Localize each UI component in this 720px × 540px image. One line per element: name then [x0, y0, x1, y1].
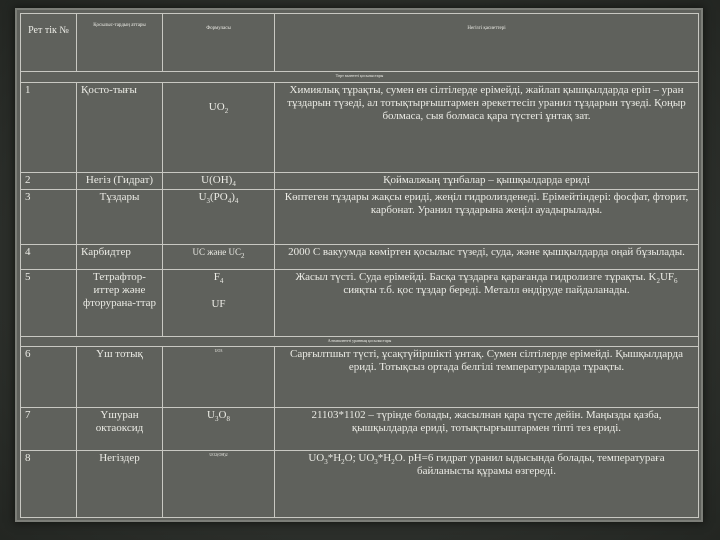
compound-properties: 21103*1102 – түрінде болады, жасылнан қара түсте дейін. Маңызды қазба, қышқылдарда ериді, тотықтырғыштармен тіпті тез ериді. [275, 408, 699, 451]
row-number: 6 [21, 347, 77, 408]
compound-properties: $UO_3*H_2O$; $UO_3*H_2O$. pH=6 гидрат уранил ыдысында болады, температураға байланысты құрамы өзгереді. [275, 451, 699, 518]
table-row [21, 408, 699, 451]
compound-properties: Қоймалжың тұнбалар – қышқылдарда ериді [275, 173, 699, 190]
compound-formula: UC және $UC_2$ [163, 245, 275, 270]
uranium-compounds-table [20, 13, 699, 518]
table-row [21, 245, 699, 270]
compound-formula: $F_4$ UF [163, 270, 275, 337]
header-properties: Негізгі қасиеттері [275, 14, 699, 72]
compound-properties: Сарғылтшыт түсті, ұсақтүйіршікті ұнтақ. Сумен сілтілерде ерімейді. Қышқылдарда ериді. Тотықсыз ортада белгілі температураларда тұрақты. [275, 347, 699, 408]
row-number: 1 [21, 83, 77, 173]
compound-name: Үш тотық [77, 347, 163, 408]
header-name: Қосылыс-тардың аттары [77, 14, 163, 72]
table-row [21, 83, 699, 173]
compound-formula: UO3 [163, 347, 275, 408]
row-number: 2 [21, 173, 77, 190]
compound-name: Карбидтер [77, 245, 163, 270]
compound-properties: Жасыл түсті. Суда ерімейді. Басқа тұздарға қарағанда гидролизге тұрақты. $K_2UF_6$ сияқты т.б. қос тұздар береді. Металл өндіруде пайдаланады. [275, 270, 699, 337]
compound-properties: Көптеген тұздары жақсы ериді, жеңіл гидролизденеді. Ерімейтіндері: фосфат, фторит, карбонат. Уранил тұздарына жеңіл ауадырылады. [275, 190, 699, 245]
header-row [21, 14, 699, 72]
row-number: 5 [21, 270, 77, 337]
compound-properties: 2000 С вакуумда көміртен қосылыс түзеді, суда, және қышқылдарда оңай бұзылады. [275, 245, 699, 270]
compound-name: Негіз (Гидрат) [77, 173, 163, 190]
row-number: 7 [21, 408, 77, 451]
compound-formula: UO2(OH)2 [163, 451, 275, 518]
table-row [21, 270, 699, 337]
compound-formula: $U(OH)_4$ [163, 173, 275, 190]
compound-properties: Химиялық тұрақты, сумен ен сілтілерде ерімейді, жайлап қышқылдарда еріп – уран тұздарын түзеді, ал тотықтырғыштармен әрекеттесіп уранил тұздарын түзеді. Қоңыр болмаса, сыя болмаса қара түстегі ұнтақ зат. [275, 83, 699, 173]
compound-formula: $U_3O_8$ [163, 408, 275, 451]
compound-name: Қосто-тығы [77, 83, 163, 173]
compound-name: Негіздер [77, 451, 163, 518]
compound-name: Үшуран октаоксид [77, 408, 163, 451]
section-title-tetravalent: Төрт валентті қосылыстары [21, 72, 699, 83]
table-row [21, 173, 699, 190]
header-formula: Формуласы [163, 14, 275, 72]
compound-name: Тұздары [77, 190, 163, 245]
compound-formula: $UO_2$ [163, 83, 275, 173]
table-row [21, 347, 699, 408]
section-title-hexavalent: Алтывалентті уранның қосылыстары [21, 337, 699, 347]
compound-name: Тетрафтор-иттер және фторурана-ттар [77, 270, 163, 337]
section-band-tetravalent [21, 72, 699, 83]
compound-formula: $U_3(PO_4)_4$ [163, 190, 275, 245]
row-number: 8 [21, 451, 77, 518]
header-no: Рет тік № [21, 14, 77, 72]
table-row [21, 451, 699, 518]
row-number: 4 [21, 245, 77, 270]
row-number: 3 [21, 190, 77, 245]
table-row [21, 190, 699, 245]
section-band-hexavalent [21, 337, 699, 347]
